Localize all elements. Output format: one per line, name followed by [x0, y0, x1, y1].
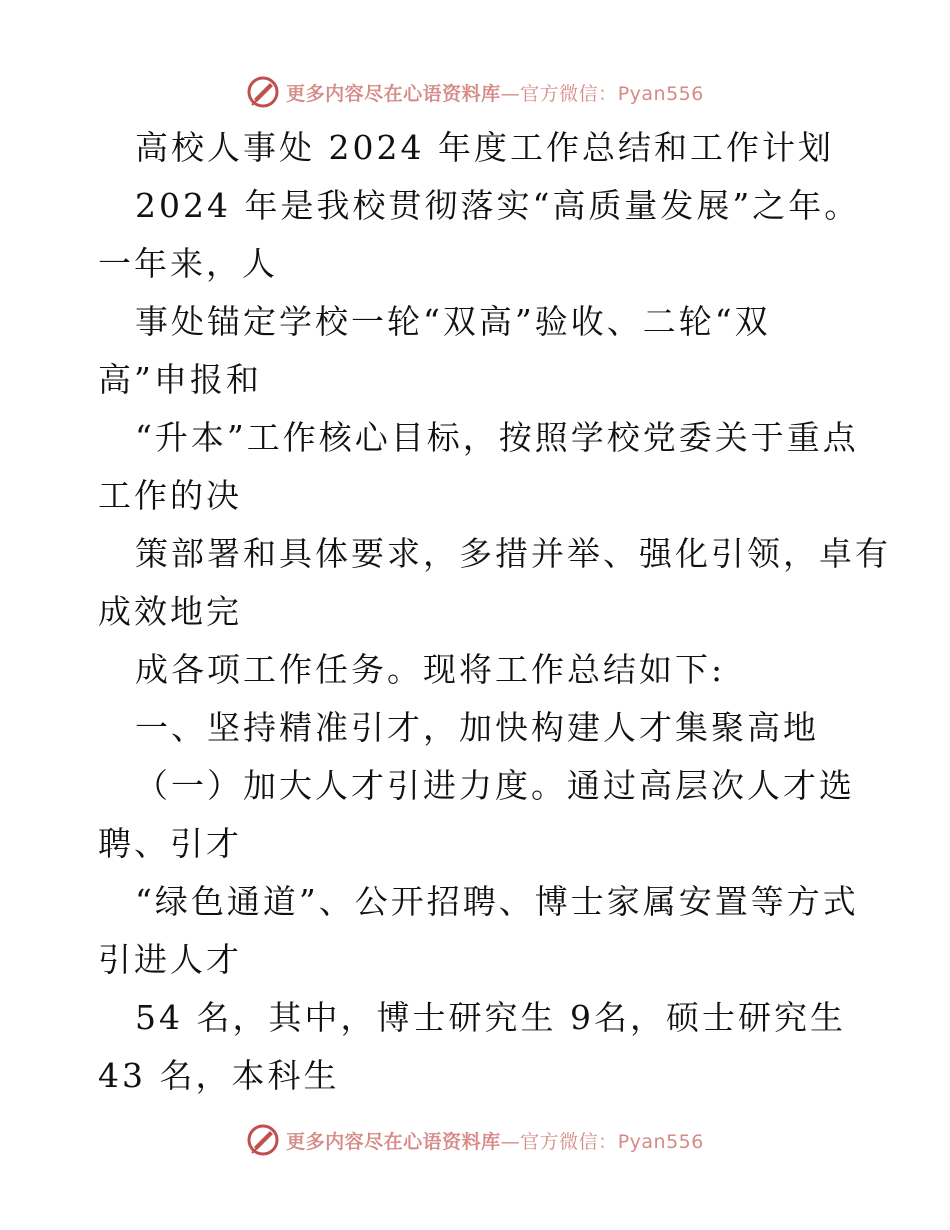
text-line: 聘、引才	[98, 824, 242, 863]
watermark-id: Pyan556	[617, 82, 704, 105]
watermark-footer	[0, 1120, 950, 1160]
text-line: 引进人才	[98, 940, 242, 979]
text-line: 2024 年是我校贯彻落实“高质量发展”之年。	[135, 186, 861, 225]
text-line: 43 名，本科生	[98, 1056, 340, 1095]
text-line: 成效地完	[98, 592, 242, 631]
watermark-text	[286, 1127, 704, 1154]
document-title: 高校人事处 2024 年度工作总结和工作计划	[135, 128, 834, 167]
text-line: 工作的决	[98, 476, 242, 515]
quill-logo-icon	[246, 1123, 280, 1157]
text-line: 一年来，人	[98, 244, 278, 283]
text-line: “升本”工作核心目标，按照学校党委关于重点	[135, 418, 859, 457]
text-line: 策部署和具体要求，多措并举、强化引领，卓有	[135, 534, 891, 573]
watermark-id: Pyan556	[617, 1130, 704, 1153]
text-line: 54 名，其中，博士研究生 9名，硕士研究生	[135, 998, 846, 1037]
watermark-label: 官方微信：	[520, 82, 618, 105]
watermark-main: 更多内容尽在心语资料库	[286, 82, 501, 105]
text-line: 成各项工作任务。现将工作总结如下:	[135, 650, 726, 689]
watermark-main: 更多内容尽在心语资料库	[286, 1130, 501, 1153]
watermark-label: 官方微信：	[520, 1130, 618, 1153]
text-line: 高”申报和	[98, 360, 262, 399]
watermark-separator: —	[500, 1130, 521, 1153]
subsection-heading: （一）加大人才引进力度。通过高层次人才选	[135, 766, 855, 805]
watermark-separator: —	[500, 82, 521, 105]
text-line: “绿色通道”、公开招聘、博士家属安置等方式	[135, 882, 859, 921]
section-heading: 一、坚持精准引才，加快构建人才集聚高地	[135, 708, 819, 747]
text-line: 事处锚定学校一轮“双高”验收、二轮“双	[135, 302, 771, 341]
